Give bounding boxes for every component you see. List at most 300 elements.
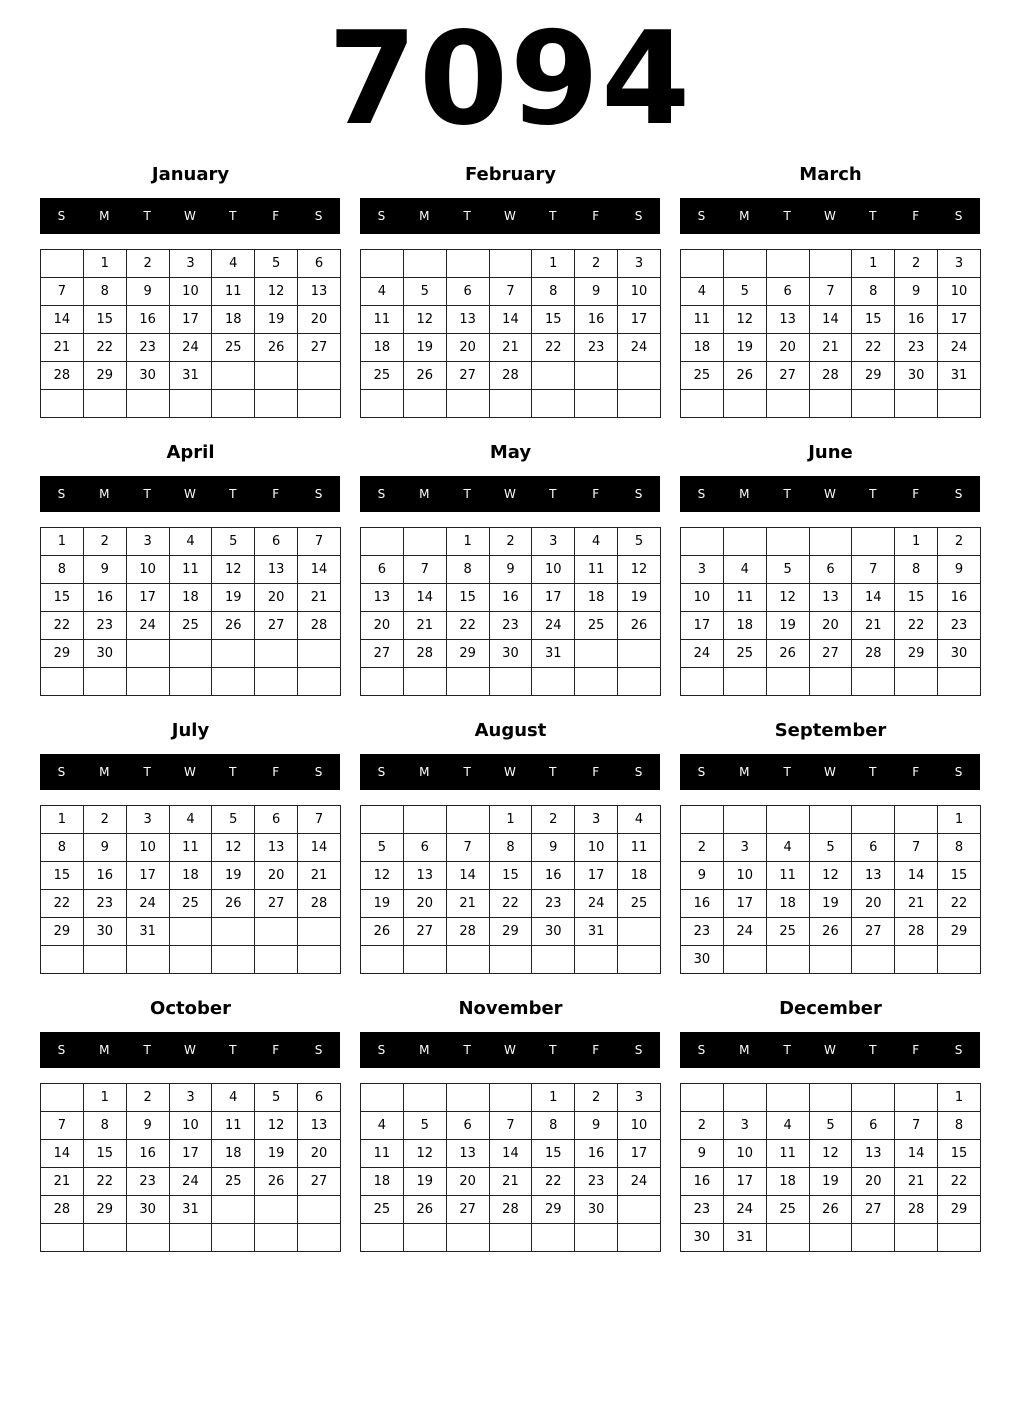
day-cell: 18 (681, 334, 724, 362)
day-cell: 13 (852, 1140, 895, 1168)
day-cell: 25 (618, 890, 661, 918)
month-title: December (779, 998, 882, 1019)
day-cell (895, 946, 938, 974)
day-cell (766, 1224, 809, 1252)
day-cell: 2 (532, 806, 575, 834)
day-cell: 15 (83, 1140, 126, 1168)
day-cell: 15 (852, 306, 895, 334)
day-cell: 23 (126, 1168, 169, 1196)
day-cell: 26 (766, 640, 809, 668)
week-row (361, 528, 661, 556)
day-cell (766, 668, 809, 696)
week-row (681, 890, 981, 918)
day-cell: 12 (212, 834, 255, 862)
day-cell: 19 (212, 862, 255, 890)
day-cell: 24 (532, 612, 575, 640)
day-cell: 22 (938, 1168, 981, 1196)
day-cell: 28 (895, 918, 938, 946)
week-row (361, 806, 661, 834)
day-cell: 9 (126, 1112, 169, 1140)
weekday-label: S (314, 765, 323, 779)
day-cell (575, 1224, 618, 1252)
week-row (681, 250, 981, 278)
day-cell: 14 (809, 306, 852, 334)
day-cell (212, 1196, 255, 1224)
day-cell (809, 1224, 852, 1252)
weekday-label: T (463, 1043, 471, 1057)
day-cell: 13 (298, 278, 341, 306)
day-cell: 7 (298, 528, 341, 556)
day-cell: 13 (446, 306, 489, 334)
day-cell (852, 668, 895, 696)
day-cell: 28 (403, 640, 446, 668)
weekday-label: S (954, 209, 963, 223)
day-cell: 17 (169, 1140, 212, 1168)
day-cell (298, 918, 341, 946)
day-cell (895, 1084, 938, 1112)
weekday-label: W (184, 209, 196, 223)
day-cell (169, 640, 212, 668)
month-title: April (166, 442, 215, 463)
day-cell (255, 668, 298, 696)
day-cell: 19 (723, 334, 766, 362)
day-cell (618, 946, 661, 974)
day-cell: 2 (83, 806, 126, 834)
week-row (681, 1196, 981, 1224)
day-cell: 13 (766, 306, 809, 334)
day-cell (618, 1224, 661, 1252)
day-cell: 27 (255, 612, 298, 640)
day-cell: 15 (489, 862, 532, 890)
week-row (41, 390, 341, 418)
day-cell: 1 (938, 1084, 981, 1112)
day-cell: 6 (298, 1084, 341, 1112)
day-cell: 9 (126, 278, 169, 306)
day-cell (489, 250, 532, 278)
day-cell: 1 (83, 250, 126, 278)
day-cell: 28 (489, 362, 532, 390)
day-cell (809, 528, 852, 556)
day-cell: 16 (575, 1140, 618, 1168)
day-cell (446, 250, 489, 278)
weekday-label: F (592, 1043, 600, 1057)
week-row (361, 834, 661, 862)
day-cell: 15 (938, 862, 981, 890)
day-cell: 9 (489, 556, 532, 584)
day-cell: 23 (681, 1196, 724, 1224)
day-cell (532, 668, 575, 696)
day-cell (361, 946, 404, 974)
day-cell: 20 (361, 612, 404, 640)
weekday-label: S (954, 765, 963, 779)
weekday-label: T (143, 1043, 151, 1057)
day-cell: 6 (766, 278, 809, 306)
day-cell: 19 (212, 584, 255, 612)
day-cell: 20 (852, 1168, 895, 1196)
day-cell (255, 918, 298, 946)
week-row (41, 528, 341, 556)
day-cell: 6 (255, 806, 298, 834)
day-cell (169, 390, 212, 418)
day-cell (403, 390, 446, 418)
weekday-label: F (912, 209, 920, 223)
day-cell: 14 (41, 1140, 84, 1168)
day-cell (532, 390, 575, 418)
day-cell: 17 (532, 584, 575, 612)
day-cell: 11 (575, 556, 618, 584)
year-title: 7094 (327, 5, 693, 154)
day-cell (895, 390, 938, 418)
day-cell (361, 1224, 404, 1252)
day-cell (766, 806, 809, 834)
day-cell: 26 (255, 334, 298, 362)
month-title: February (464, 164, 557, 185)
day-cell: 23 (938, 612, 981, 640)
day-cell: 22 (852, 334, 895, 362)
day-cell: 12 (212, 556, 255, 584)
day-cell (575, 640, 618, 668)
day-cell: 18 (361, 1168, 404, 1196)
week-row (681, 1224, 981, 1252)
day-cell: 9 (532, 834, 575, 862)
day-cell: 9 (681, 1140, 724, 1168)
day-cell: 2 (938, 528, 981, 556)
weekday-header (360, 476, 660, 512)
week-row (41, 1168, 341, 1196)
week-row (361, 1112, 661, 1140)
week-row (681, 390, 981, 418)
day-cell: 12 (255, 1112, 298, 1140)
weekday-label: T (549, 487, 557, 501)
day-cell: 19 (255, 1140, 298, 1168)
day-cell: 27 (255, 890, 298, 918)
day-cell (361, 250, 404, 278)
day-cell: 22 (83, 1168, 126, 1196)
day-cell: 23 (575, 1168, 618, 1196)
day-cell: 16 (126, 306, 169, 334)
day-cell (532, 1224, 575, 1252)
day-cell: 31 (532, 640, 575, 668)
day-cell: 5 (403, 1112, 446, 1140)
week-row (41, 1196, 341, 1224)
day-cell (41, 668, 84, 696)
weekday-label: M (739, 765, 750, 779)
weekday-label: F (912, 1043, 920, 1057)
day-cell: 6 (361, 556, 404, 584)
day-cell: 23 (532, 890, 575, 918)
week-row (41, 1224, 341, 1252)
day-cell: 14 (298, 556, 341, 584)
week-row (41, 250, 341, 278)
month-title: May (489, 442, 532, 463)
day-cell (403, 668, 446, 696)
day-cell (361, 806, 404, 834)
day-cell: 6 (255, 528, 298, 556)
day-cell: 15 (532, 306, 575, 334)
day-cell: 25 (575, 612, 618, 640)
day-cell: 2 (681, 1112, 724, 1140)
day-cell: 30 (83, 640, 126, 668)
day-cell: 9 (575, 278, 618, 306)
day-cell (255, 362, 298, 390)
day-cell: 8 (938, 1112, 981, 1140)
weekday-label: F (912, 765, 920, 779)
day-cell: 8 (83, 1112, 126, 1140)
day-cell: 20 (766, 334, 809, 362)
day-cell: 15 (446, 584, 489, 612)
day-cell: 10 (169, 278, 212, 306)
day-cell: 11 (361, 306, 404, 334)
weekday-label: S (634, 209, 643, 223)
day-cell: 7 (895, 1112, 938, 1140)
day-cell: 22 (83, 334, 126, 362)
week-row (361, 278, 661, 306)
day-cell: 1 (489, 806, 532, 834)
week-row (41, 612, 341, 640)
weekday-header (680, 198, 980, 234)
day-cell (575, 668, 618, 696)
week-row (41, 362, 341, 390)
day-cell (681, 528, 724, 556)
weekday-label: T (783, 1043, 791, 1057)
week-row (361, 1196, 661, 1224)
day-cell (489, 1224, 532, 1252)
day-cell (126, 946, 169, 974)
weekday-label: T (463, 765, 471, 779)
day-cell: 26 (403, 1196, 446, 1224)
day-cell: 6 (852, 1112, 895, 1140)
day-cell (41, 250, 84, 278)
day-cell: 23 (489, 612, 532, 640)
day-cell: 10 (723, 862, 766, 890)
day-cell: 7 (41, 1112, 84, 1140)
day-cell: 30 (532, 918, 575, 946)
day-cell: 14 (852, 584, 895, 612)
week-row (681, 946, 981, 974)
day-cell: 30 (83, 918, 126, 946)
weekday-label: T (229, 765, 237, 779)
day-cell: 15 (895, 584, 938, 612)
day-cell (938, 946, 981, 974)
weekday-label: F (272, 487, 280, 501)
day-cell: 2 (126, 1084, 169, 1112)
day-cell (255, 390, 298, 418)
weekday-label: S (697, 765, 706, 779)
day-cell: 27 (446, 362, 489, 390)
day-cell: 17 (169, 306, 212, 334)
week-row (361, 640, 661, 668)
day-cell (126, 1224, 169, 1252)
day-cell: 5 (361, 834, 404, 862)
day-cell: 31 (723, 1224, 766, 1252)
day-cell: 27 (361, 640, 404, 668)
weekday-label: F (272, 1043, 280, 1057)
weekday-label: T (549, 209, 557, 223)
day-cell: 4 (618, 806, 661, 834)
day-cell: 7 (489, 1112, 532, 1140)
day-cell: 14 (403, 584, 446, 612)
day-cell: 7 (446, 834, 489, 862)
month-title: July (171, 720, 210, 741)
day-cell: 9 (681, 862, 724, 890)
weekday-label: T (229, 487, 237, 501)
day-cell: 3 (618, 1084, 661, 1112)
day-cell: 28 (41, 1196, 84, 1224)
day-cell (212, 1224, 255, 1252)
week-row (41, 1140, 341, 1168)
day-cell: 7 (852, 556, 895, 584)
day-cell: 25 (361, 1196, 404, 1224)
day-cell: 22 (446, 612, 489, 640)
day-cell: 29 (446, 640, 489, 668)
day-cell (298, 1196, 341, 1224)
day-cell: 16 (895, 306, 938, 334)
week-row (681, 834, 981, 862)
day-cell: 1 (938, 806, 981, 834)
day-cell (298, 640, 341, 668)
day-grid (680, 249, 981, 418)
day-cell: 17 (681, 612, 724, 640)
day-cell (212, 390, 255, 418)
week-row (41, 584, 341, 612)
month-title: June (808, 442, 853, 463)
day-cell: 17 (126, 584, 169, 612)
day-cell: 23 (895, 334, 938, 362)
week-row (41, 278, 341, 306)
day-cell: 5 (809, 834, 852, 862)
day-cell: 28 (41, 362, 84, 390)
day-cell: 8 (41, 556, 84, 584)
day-cell: 31 (169, 1196, 212, 1224)
day-cell: 4 (212, 250, 255, 278)
weekday-header (40, 476, 340, 512)
weekday-label: W (824, 765, 836, 779)
week-row (681, 334, 981, 362)
day-cell: 29 (938, 918, 981, 946)
day-cell: 14 (489, 306, 532, 334)
day-cell: 4 (766, 834, 809, 862)
day-cell: 28 (895, 1196, 938, 1224)
weekday-header (680, 1032, 980, 1068)
day-cell: 2 (83, 528, 126, 556)
week-row (681, 612, 981, 640)
week-row (361, 890, 661, 918)
day-cell: 8 (938, 834, 981, 862)
day-cell (169, 668, 212, 696)
day-cell: 12 (618, 556, 661, 584)
day-cell: 20 (403, 890, 446, 918)
day-cell: 3 (169, 1084, 212, 1112)
day-cell (809, 390, 852, 418)
month-title: January (151, 164, 230, 185)
week-row (681, 668, 981, 696)
week-row (361, 612, 661, 640)
day-cell: 21 (298, 584, 341, 612)
day-cell: 8 (446, 556, 489, 584)
day-cell (83, 1224, 126, 1252)
day-cell: 23 (83, 612, 126, 640)
day-cell (41, 946, 84, 974)
day-cell: 28 (446, 918, 489, 946)
day-cell: 1 (83, 1084, 126, 1112)
day-cell: 17 (618, 1140, 661, 1168)
day-cell: 9 (895, 278, 938, 306)
day-cell: 14 (489, 1140, 532, 1168)
weekday-label: F (272, 209, 280, 223)
day-cell: 6 (298, 250, 341, 278)
day-cell: 30 (126, 362, 169, 390)
week-row (41, 334, 341, 362)
day-cell: 13 (298, 1112, 341, 1140)
weekday-label: S (697, 487, 706, 501)
day-cell (255, 1224, 298, 1252)
week-row (41, 668, 341, 696)
day-cell (618, 918, 661, 946)
day-cell (809, 946, 852, 974)
day-cell: 9 (938, 556, 981, 584)
day-cell: 27 (852, 1196, 895, 1224)
day-cell: 18 (618, 862, 661, 890)
day-cell: 11 (681, 306, 724, 334)
day-cell: 8 (83, 278, 126, 306)
day-cell: 20 (298, 306, 341, 334)
day-cell: 6 (809, 556, 852, 584)
day-cell: 30 (895, 362, 938, 390)
day-cell: 5 (255, 250, 298, 278)
month-title: March (799, 164, 862, 185)
weekday-label: S (314, 1043, 323, 1057)
day-cell: 6 (446, 1112, 489, 1140)
weekday-label: M (419, 1043, 430, 1057)
weekday-label: T (783, 209, 791, 223)
week-row (681, 362, 981, 390)
day-cell: 9 (83, 556, 126, 584)
day-cell: 22 (41, 890, 84, 918)
weekday-label: W (504, 1043, 516, 1057)
day-cell: 11 (766, 862, 809, 890)
day-cell: 1 (852, 250, 895, 278)
day-cell: 25 (212, 334, 255, 362)
day-cell: 4 (575, 528, 618, 556)
day-cell: 12 (809, 862, 852, 890)
day-cell: 22 (895, 612, 938, 640)
week-row (41, 862, 341, 890)
day-cell (298, 946, 341, 974)
day-cell (489, 946, 532, 974)
day-cell: 19 (255, 306, 298, 334)
day-cell (298, 668, 341, 696)
day-cell: 22 (532, 334, 575, 362)
day-cell: 28 (809, 362, 852, 390)
weekday-label: S (377, 487, 386, 501)
week-row (41, 1112, 341, 1140)
day-cell: 31 (575, 918, 618, 946)
day-cell: 22 (41, 612, 84, 640)
day-cell (723, 1084, 766, 1112)
week-row (41, 640, 341, 668)
day-cell: 30 (681, 1224, 724, 1252)
day-cell (938, 1224, 981, 1252)
day-cell: 10 (723, 1140, 766, 1168)
day-cell (298, 362, 341, 390)
day-cell: 18 (723, 612, 766, 640)
week-row (361, 306, 661, 334)
month-title: September (774, 720, 887, 741)
day-cell: 26 (403, 362, 446, 390)
day-cell (83, 946, 126, 974)
day-cell: 21 (852, 612, 895, 640)
day-cell: 25 (766, 1196, 809, 1224)
